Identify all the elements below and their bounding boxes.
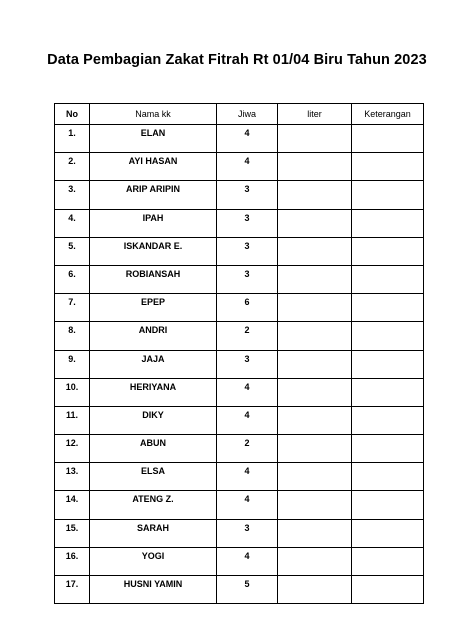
cell-keterangan: [352, 491, 424, 519]
table-row: [55, 237, 424, 265]
cell-keterangan: [352, 547, 424, 575]
cell-liter: [278, 125, 352, 153]
cell-keterangan: [352, 435, 424, 463]
header-liter: liter: [278, 104, 352, 125]
page-title: Data Pembagian Zakat Fitrah Rt 01/04 Biru Tahun 2023: [47, 52, 427, 68]
cell-keterangan: [352, 350, 424, 378]
cell-nama-kk: ATENG Z.: [90, 491, 217, 519]
cell-no: 9.: [55, 350, 90, 378]
table-row: [55, 322, 424, 350]
table-row: [55, 378, 424, 406]
cell-nama-kk: ABUN: [90, 435, 217, 463]
cell-jiwa: 5: [217, 576, 278, 604]
cell-liter: [278, 491, 352, 519]
cell-keterangan: [352, 265, 424, 293]
table-row: [55, 125, 424, 153]
cell-jiwa: 2: [217, 322, 278, 350]
cell-jiwa: 4: [217, 406, 278, 434]
cell-no: 11.: [55, 406, 90, 434]
table-row: [55, 294, 424, 322]
cell-nama-kk: IPAH: [90, 209, 217, 237]
cell-jiwa: 3: [217, 237, 278, 265]
cell-nama-kk: ARIP ARIPIN: [90, 181, 217, 209]
cell-nama-kk: ANDRI: [90, 322, 217, 350]
table-row: [55, 491, 424, 519]
cell-no: 14.: [55, 491, 90, 519]
cell-nama-kk: DIKY: [90, 406, 217, 434]
cell-keterangan: [352, 378, 424, 406]
cell-nama-kk: JAJA: [90, 350, 217, 378]
cell-no: 5.: [55, 237, 90, 265]
cell-liter: [278, 181, 352, 209]
cell-keterangan: [352, 576, 424, 604]
zakat-table: [54, 103, 424, 604]
cell-nama-kk: HUSNI YAMIN: [90, 576, 217, 604]
table-row: [55, 547, 424, 575]
cell-keterangan: [352, 322, 424, 350]
table-row: [55, 209, 424, 237]
cell-nama-kk: ELSA: [90, 463, 217, 491]
cell-liter: [278, 350, 352, 378]
cell-jiwa: 4: [217, 125, 278, 153]
header-jiwa: Jiwa: [217, 104, 278, 125]
cell-keterangan: [352, 181, 424, 209]
cell-nama-kk: ROBIANSAH: [90, 265, 217, 293]
table-row: [55, 181, 424, 209]
cell-liter: [278, 322, 352, 350]
table-header-row: [55, 104, 424, 125]
table-row: [55, 153, 424, 181]
cell-nama-kk: SARAH: [90, 519, 217, 547]
header-keterangan: Keterangan: [352, 104, 424, 125]
cell-nama-kk: ISKANDAR E.: [90, 237, 217, 265]
cell-keterangan: [352, 209, 424, 237]
cell-nama-kk: YOGI: [90, 547, 217, 575]
cell-no: 2.: [55, 153, 90, 181]
cell-liter: [278, 547, 352, 575]
cell-jiwa: 4: [217, 378, 278, 406]
table-row: [55, 519, 424, 547]
table-row: [55, 350, 424, 378]
cell-jiwa: 3: [217, 181, 278, 209]
cell-jiwa: 3: [217, 209, 278, 237]
cell-liter: [278, 265, 352, 293]
cell-liter: [278, 237, 352, 265]
cell-liter: [278, 153, 352, 181]
cell-jiwa: 4: [217, 463, 278, 491]
cell-nama-kk: HERIYANA: [90, 378, 217, 406]
cell-jiwa: 4: [217, 153, 278, 181]
table-row: [55, 463, 424, 491]
table-row: [55, 576, 424, 604]
header-nama-kk: Nama kk: [90, 104, 217, 125]
cell-keterangan: [352, 237, 424, 265]
cell-no: 3.: [55, 181, 90, 209]
cell-liter: [278, 209, 352, 237]
cell-no: 6.: [55, 265, 90, 293]
cell-no: 12.: [55, 435, 90, 463]
header-no: No: [55, 104, 90, 125]
cell-nama-kk: AYI HASAN: [90, 153, 217, 181]
cell-no: 10.: [55, 378, 90, 406]
cell-no: 16.: [55, 547, 90, 575]
table-row: [55, 265, 424, 293]
cell-jiwa: 2: [217, 435, 278, 463]
cell-jiwa: 3: [217, 519, 278, 547]
cell-no: 13.: [55, 463, 90, 491]
cell-jiwa: 4: [217, 491, 278, 519]
cell-liter: [278, 294, 352, 322]
table-row: [55, 406, 424, 434]
cell-keterangan: [352, 125, 424, 153]
cell-no: 1.: [55, 125, 90, 153]
cell-jiwa: 3: [217, 265, 278, 293]
cell-no: 7.: [55, 294, 90, 322]
cell-jiwa: 6: [217, 294, 278, 322]
cell-no: 17.: [55, 576, 90, 604]
cell-keterangan: [352, 463, 424, 491]
cell-liter: [278, 519, 352, 547]
cell-no: 8.: [55, 322, 90, 350]
cell-keterangan: [352, 519, 424, 547]
cell-liter: [278, 463, 352, 491]
table-row: [55, 435, 424, 463]
cell-keterangan: [352, 153, 424, 181]
cell-nama-kk: ELAN: [90, 125, 217, 153]
cell-jiwa: 3: [217, 350, 278, 378]
cell-liter: [278, 406, 352, 434]
cell-keterangan: [352, 406, 424, 434]
cell-no: 15.: [55, 519, 90, 547]
cell-no: 4.: [55, 209, 90, 237]
cell-liter: [278, 435, 352, 463]
cell-jiwa: 4: [217, 547, 278, 575]
cell-liter: [278, 378, 352, 406]
cell-keterangan: [352, 294, 424, 322]
cell-nama-kk: EPEP: [90, 294, 217, 322]
cell-liter: [278, 576, 352, 604]
